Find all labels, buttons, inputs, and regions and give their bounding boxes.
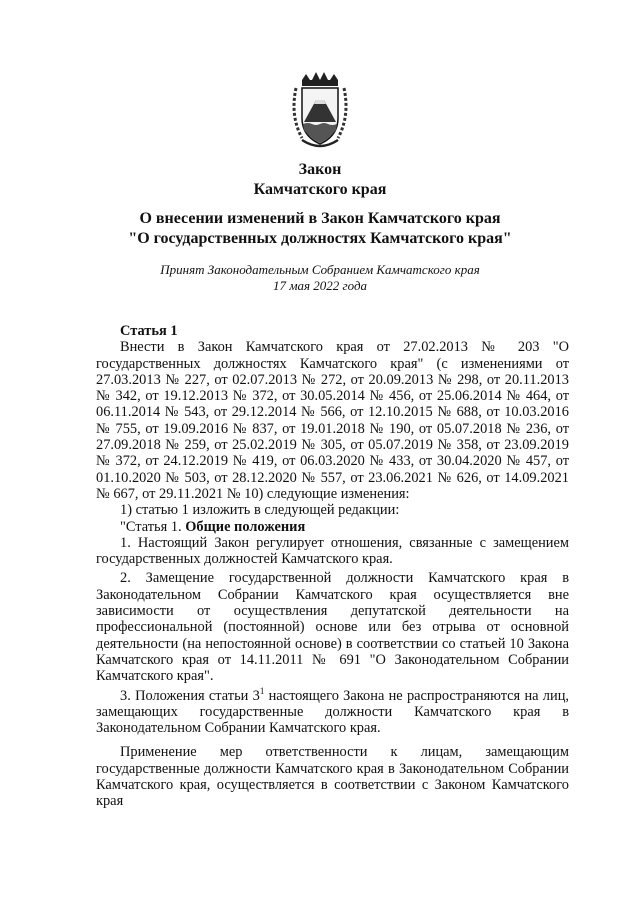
law-title-line1: Закон	[298, 161, 342, 178]
law-subject-line2: "О государственных должностях Камчатского края"	[128, 230, 512, 247]
adoption-date: 17 мая 2022 года	[272, 278, 368, 293]
new-article-heading	[96, 519, 569, 535]
paragraph-3	[96, 685, 569, 737]
adoption-note	[0, 262, 640, 294]
article-intro: Внести в Закон Камчатского края от 27.02.2013 № 203 "О государственных должностях Камчатского края" (с изменениями от 27.03.2013 № 227, от 02.07.2013 № 272, от 20.09.2013 № 298, от 20.11.2013 № 342, от 19.12.2013 № 372, от 30.05.2014 № 456, от 25.06.2014 № 464, от 06.11.2014 № 543, от 29.12.2014 № 566, от 12.10.2015 № 688, от 10.03.2016 № 755, от 19.09.2016 № 837, от 19.01.2018 № 190, от 05.07.2018 № 236, от 27.09.2018 № 259, от 25.02.2019 № 305, от 05.07.2019 № 358, от 23.09.2019 № 372, от 24.12.2019 № 419, от 06.03.2020 № 433, от 30.04.2020 № 457, от 01.10.2020 № 503, от 28.12.2020 № 557, от 23.06.2021 № 626, от 14.09.2021 № 667, от 29.11.2021 № 10) следующие изменения:	[96, 339, 569, 502]
law-subject-line1: О внесении изменений в Закон Камчатского края	[139, 210, 501, 227]
paragraph-2: 2. Замещение государственной должности Камчатского края в Законодательном Собрании Камчатского края осуществляется вне зависимости от осуществления депутатской деятельности на профессиональной (постоянной) основе или без отрыва от основной деятельности (на непостоянной основе) в соответствии со статьей 10 Закона Камчатского края от 14.11.2011 № 691 "О Законодательном Собрании Камчатского края".	[96, 570, 569, 685]
adoption-line1: Принят Законодательным Собранием Камчатского края	[160, 262, 480, 277]
paragraph-1: 1. Настоящий Закон регулирует отношения, связанные с замещением государственных должностей Камчатского края.	[96, 534, 569, 568]
law-subject	[0, 209, 640, 249]
new-article-prefix: "Статья 1.	[120, 518, 186, 535]
document-body	[96, 323, 569, 810]
superscript: 1	[259, 685, 265, 696]
paragraph-3-start: 3. Положения статьи 3	[120, 687, 260, 704]
item-1: 1) статью 1 изложить в следующей редакции:	[120, 502, 400, 519]
paragraph-3-end: настоящего Закона не распространяются на лиц, замещающих государственные должности Камчатского края в Законодательном Собрании Камчатского края.	[96, 687, 569, 737]
law-title	[0, 160, 640, 200]
new-article-title: Общие положения	[185, 518, 306, 535]
coat-of-arms-icon	[288, 72, 352, 150]
paragraph-4: Применение мер ответственности к лицам, замещающим государственные должности Камчатского края в Законодательном Собрании Камчатского края, осуществляется в соответствии с Законом Камчатского края	[96, 744, 569, 810]
article-heading: Статья 1	[120, 323, 178, 339]
law-title-line2: Камчатского края	[253, 181, 387, 198]
